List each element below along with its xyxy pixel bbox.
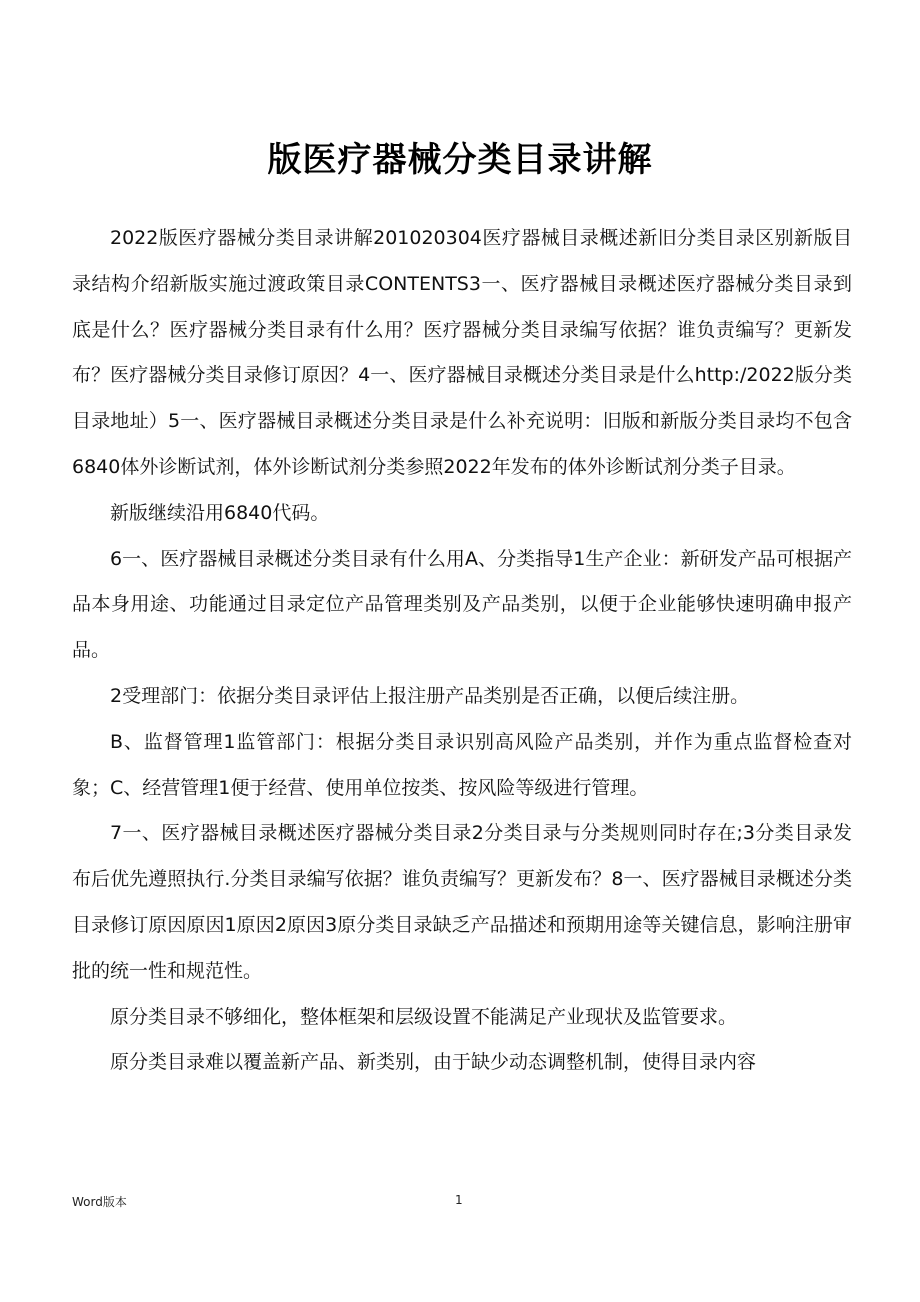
paragraph: 原分类目录难以覆盖新产品、新类别，由于缺少动态调整机制，使得目录内容	[110, 1051, 757, 1074]
paragraph: 2022版医疗器械分类目录讲解201020304医疗器械目录概述新旧分类目录区别新版目录结构介绍新版实施过渡政策目录CONTENTS3一、医疗器械目录概述医疗器械分类目录到底是什么？医疗器械分类目录有什么用？医疗器械分类目录编写依据？谁负责编写？更新发布？医疗器械分类目录修订原因？4一、医疗器械目录概述分类目录是什么http:/2022版分类目录地址）5一、医疗器械目录概述分类目录是什么补充说明：旧版和新版分类目录均不包含6840体外诊断试剂，体外诊断试剂分类参照2022年发布的体外诊断试剂分类子目录。	[72, 227, 852, 478]
footer-label: Word版本	[72, 1195, 127, 1209]
paragraph: 7一、医疗器械目录概述医疗器械分类目录2分类目录与分类规则同时存在;3分类目录发布后优先遵照执行.分类目录编写依据？谁负责编写？更新发布？8一、医疗器械目录概述分类目录修订原因原因1原因2原因3原分类目录缺乏产品描述和预期用途等关键信息，影响注册审批的统一性和规范性。	[72, 822, 852, 982]
paragraph: 新版继续沿用6840代码。	[110, 501, 330, 524]
document-body	[72, 216, 852, 1086]
page-number: 1	[455, 1193, 463, 1207]
paragraph: 6一、医疗器械目录概述分类目录有什么用A、分类指导1生产企业：新研发产品可根据产品本身用途、功能通过目录定位产品管理类别及产品类别，以便于企业能够快速明确申报产品。	[72, 547, 852, 662]
paragraph: 2受理部门：依据分类目录评估上报注册产品类别是否正确，以便后续注册。	[110, 684, 750, 707]
document-title: 版医疗器械分类目录讲解	[267, 140, 653, 180]
paragraph: B、监督管理1监管部门：根据分类目录识别高风险产品类别，并作为重点监督检查对象；C、经营管理1便于经营、使用单位按类、按风险等级进行管理。	[72, 730, 852, 799]
paragraph: 原分类目录不够细化，整体框架和层级设置不能满足产业现状及监管要求。	[110, 1005, 738, 1028]
